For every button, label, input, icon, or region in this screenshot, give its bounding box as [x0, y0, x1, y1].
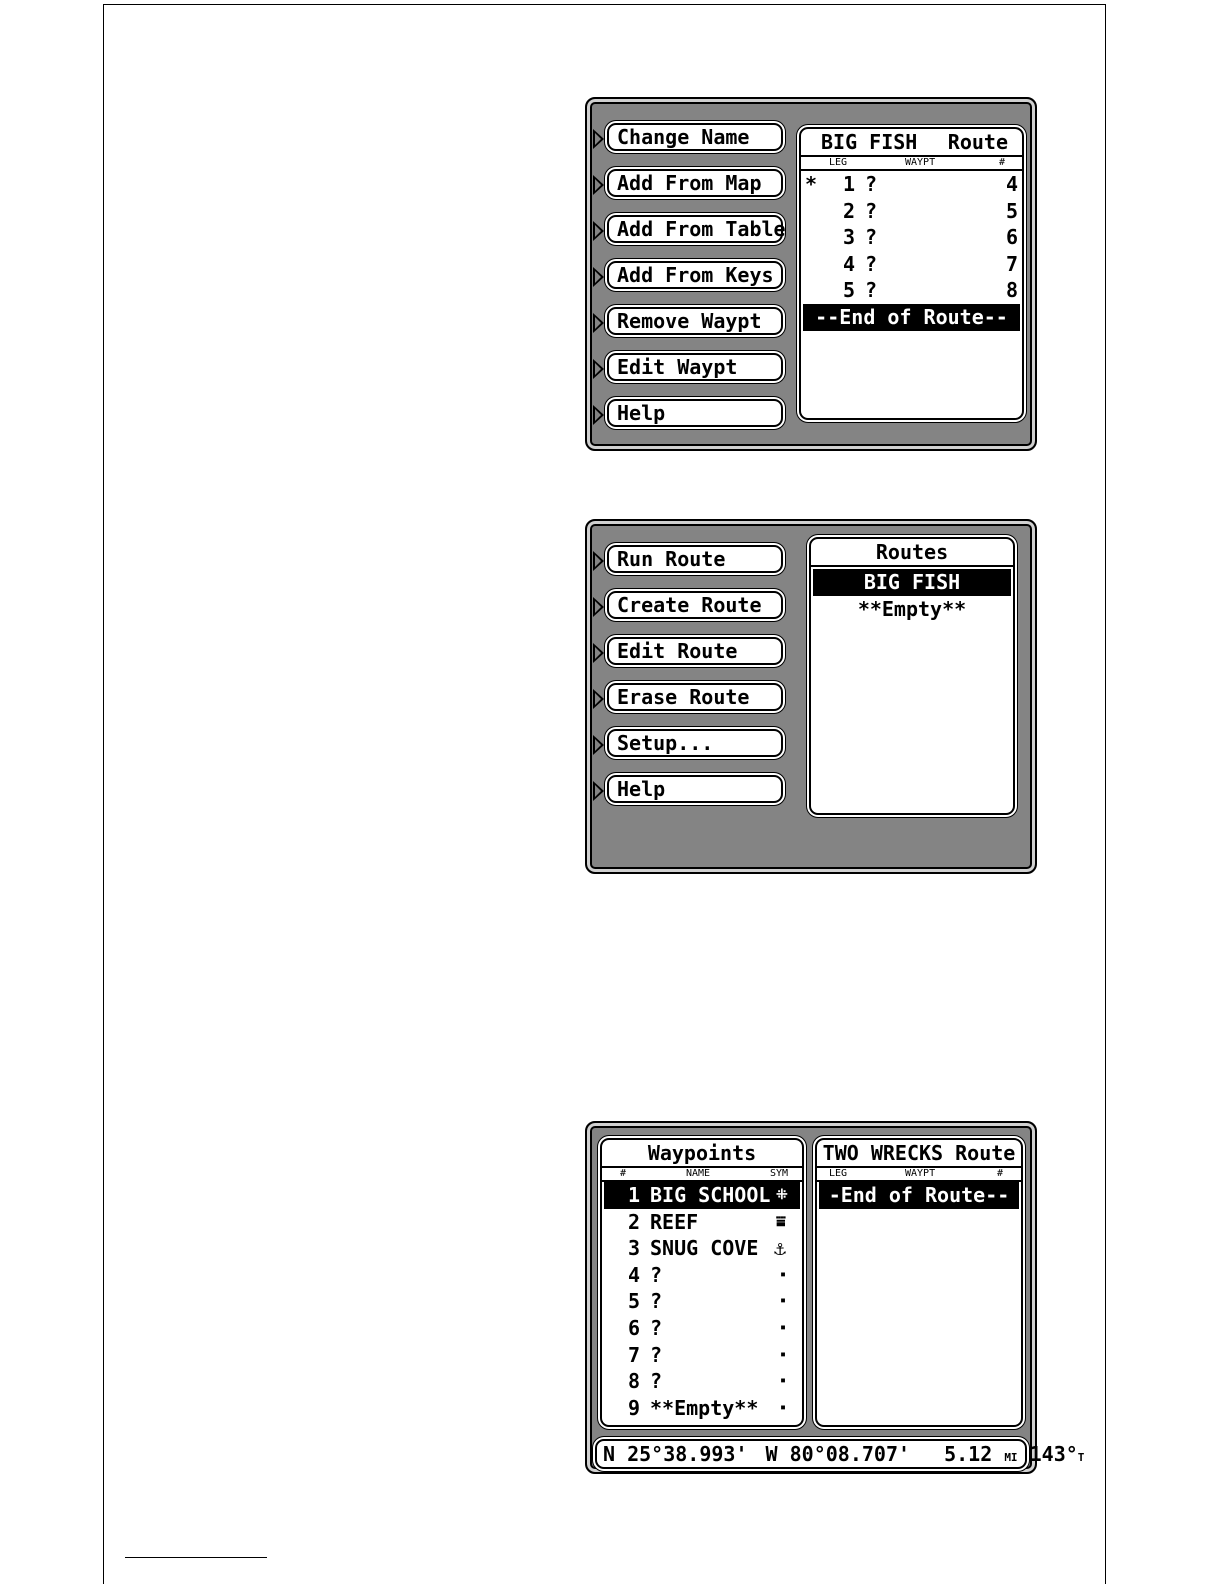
dot-icon: ▪	[780, 1321, 787, 1333]
waypoint-number: 8	[628, 1369, 641, 1394]
route-rows	[801, 171, 1022, 331]
waypoint-name: ?	[650, 1262, 663, 1287]
route-title-suffix: Route	[947, 130, 1008, 154]
menu-item-add-from-map[interactable]	[593, 169, 789, 199]
menu-arrow-icon	[593, 359, 604, 379]
waypoint-row[interactable]	[602, 1288, 802, 1315]
waypoints-panel	[600, 1138, 804, 1427]
dot-icon: ▪	[780, 1348, 787, 1360]
edit-waypt-button[interactable]: Edit Waypt	[607, 353, 783, 381]
add-from-keys-button[interactable]: Add From Keys	[607, 261, 783, 289]
menu-item-erase-route[interactable]	[593, 683, 789, 713]
erase-route-button[interactable]: Erase Route	[607, 683, 783, 711]
add-from-table-button[interactable]: Add From Table	[607, 215, 783, 243]
waypoint-name: BIG SCHOOL	[650, 1183, 771, 1207]
run-route-button[interactable]: Run Route	[607, 545, 783, 573]
waypt-number: 7	[1005, 251, 1018, 276]
num-header: #	[997, 1168, 1004, 1179]
menu-item-edit-waypt[interactable]	[593, 353, 789, 383]
routes-list	[811, 567, 1013, 622]
waypoint-row[interactable]	[602, 1235, 802, 1262]
menu-item-edit-route[interactable]	[593, 637, 789, 667]
waypoint-name: ?	[650, 1289, 663, 1314]
menu-arrow-icon	[593, 781, 604, 801]
leg-number: 5	[843, 278, 856, 303]
name-header: NAME	[686, 1168, 711, 1179]
menu-arrow-icon	[593, 643, 604, 663]
menu-arrow-icon	[593, 551, 604, 571]
create-route-button[interactable]: Create Route	[607, 591, 783, 619]
add-from-map-button[interactable]: Add From Map	[607, 169, 783, 197]
end-of-route-row[interactable]	[803, 304, 1020, 331]
setup-button[interactable]: Setup...	[607, 729, 783, 757]
end-of-route-label: -End of Route--	[828, 1183, 1010, 1207]
bearing-unit: T	[1077, 1451, 1085, 1464]
waypt-number: 6	[1005, 225, 1018, 250]
remove-waypt-button[interactable]: Remove Waypt	[607, 307, 783, 335]
waypoint-row[interactable]	[602, 1262, 802, 1289]
menu-arrow-icon	[593, 735, 604, 755]
menu-arrow-icon	[593, 597, 604, 617]
routes-panel-title: Routes	[811, 539, 1013, 567]
route-list-item[interactable]	[813, 596, 1011, 623]
distance-unit: MI	[1004, 1451, 1018, 1464]
waypt-number: 4	[1005, 172, 1018, 196]
num-header: #	[999, 157, 1006, 168]
route-row[interactable]	[801, 277, 1022, 304]
dot-icon: ▪	[780, 1295, 787, 1307]
bearing-value: 143°	[1029, 1442, 1078, 1466]
menu-arrow-icon	[593, 221, 604, 241]
route-list-item-label: BIG FISH	[863, 570, 961, 594]
waypt-name: ?	[865, 172, 878, 196]
help-button[interactable]: Help	[607, 775, 783, 803]
help-button[interactable]: Help	[607, 399, 783, 427]
longitude: W 80°08.707'	[765, 1442, 911, 1466]
menu-arrow-icon	[593, 313, 604, 333]
menu-arrow-icon	[593, 689, 604, 709]
route-column-headers	[817, 1168, 1021, 1182]
leg-header: LEG	[829, 1168, 848, 1179]
waypoint-name: ?	[650, 1315, 663, 1340]
waypoint-row[interactable]	[602, 1209, 802, 1236]
sym-header: SYM	[770, 1168, 789, 1179]
leg-header: LEG	[829, 157, 848, 168]
leg-number: 2	[843, 198, 856, 223]
waypoints-route-screen	[585, 1121, 1085, 1474]
waypoint-row[interactable]	[602, 1368, 802, 1395]
leg-number: 3	[843, 225, 856, 250]
menu-arrow-icon	[593, 267, 604, 287]
waypt-header: WAYPT	[905, 1168, 936, 1179]
waypoint-number: 5	[628, 1289, 641, 1314]
reef-icon: ⩸	[776, 1211, 786, 1231]
menu-item-help[interactable]	[593, 399, 789, 429]
menu-item-change-name[interactable]	[593, 123, 789, 153]
footnote-divider	[125, 1557, 267, 1558]
dot-icon: ▪	[780, 1401, 787, 1413]
route-row[interactable]	[801, 171, 1022, 198]
route-row[interactable]	[801, 198, 1022, 225]
waypoint-row[interactable]	[602, 1395, 802, 1422]
waypt-number: 8	[1005, 278, 1018, 303]
waypt-name: ?	[865, 198, 878, 223]
end-of-route-row[interactable]	[819, 1182, 1019, 1209]
anchor-icon: ⚓	[774, 1236, 787, 1261]
waypoint-number: 3	[628, 1236, 641, 1261]
menu-item-run-route[interactable]	[593, 545, 789, 575]
menu-item-create-route[interactable]	[593, 591, 789, 621]
menu-arrow-icon	[593, 405, 604, 425]
route-row[interactable]	[801, 251, 1022, 278]
fish-school-icon: ⁜	[776, 1187, 788, 1203]
waypt-name: ?	[865, 225, 878, 250]
waypoint-row[interactable]	[602, 1342, 802, 1369]
leg-number: 1	[843, 172, 856, 196]
waypoint-name: ?	[650, 1342, 663, 1367]
route-panel-title	[801, 129, 1022, 157]
waypt-name: ?	[865, 251, 878, 276]
edit-route-button[interactable]: Edit Route	[607, 637, 783, 665]
waypoints-list	[602, 1182, 802, 1421]
waypt-name: ?	[865, 278, 878, 303]
route-row[interactable]	[801, 224, 1022, 251]
route-panel	[799, 127, 1024, 420]
edit-route-screen	[585, 97, 1037, 451]
waypoints-panel-title: Waypoints	[602, 1140, 802, 1168]
waypoint-name: **Empty**	[650, 1395, 759, 1420]
waypoints-column-headers	[602, 1168, 802, 1182]
menu-item-setup[interactable]	[593, 729, 789, 759]
change-name-button[interactable]: Change Name	[607, 123, 783, 151]
waypoint-name: REEF	[650, 1209, 699, 1234]
waypoint-number: 6	[628, 1315, 641, 1340]
menu-item-add-from-table[interactable]	[593, 215, 789, 245]
routes-list-panel	[809, 537, 1015, 815]
two-wrecks-route-panel	[815, 1138, 1023, 1427]
dot-icon: ▪	[780, 1375, 787, 1387]
route-name: BIG FISH	[821, 130, 918, 154]
waypt-number: 5	[1005, 198, 1018, 223]
menu-item-remove-waypt[interactable]	[593, 307, 789, 337]
waypoint-number: 4	[628, 1262, 641, 1287]
menu-arrow-icon	[593, 175, 604, 195]
waypoint-number: 9	[628, 1395, 641, 1420]
position-status-bar	[595, 1439, 1085, 1469]
waypoint-name: ?	[650, 1369, 663, 1394]
waypoint-name: SNUG COVE	[650, 1236, 759, 1261]
num-header: #	[620, 1168, 627, 1179]
waypoint-number: 1	[628, 1183, 641, 1207]
waypoint-number: 7	[628, 1342, 641, 1367]
waypoint-number: 2	[628, 1209, 641, 1234]
end-of-route-label: --End of Route--	[815, 304, 1008, 329]
route-panel-title: TWO WRECKS Route	[817, 1140, 1021, 1168]
waypoint-row[interactable]	[604, 1182, 800, 1209]
dot-icon: ▪	[780, 1268, 787, 1280]
current-leg-marker: *	[805, 172, 818, 196]
latitude: N 25°38.993'	[603, 1442, 748, 1466]
waypoint-row[interactable]	[602, 1315, 802, 1342]
route-list-item[interactable]	[813, 569, 1011, 596]
route-column-headers	[801, 157, 1022, 171]
routes-screen	[585, 519, 1037, 874]
distance-value: 5.12	[944, 1442, 993, 1466]
waypt-header: WAYPT	[905, 157, 936, 168]
leg-number: 4	[843, 251, 856, 276]
menu-item-add-from-keys[interactable]	[593, 261, 789, 291]
route-list-item-label: **Empty**	[857, 596, 967, 621]
menu-arrow-icon	[593, 129, 604, 149]
menu-item-help[interactable]	[593, 775, 789, 805]
